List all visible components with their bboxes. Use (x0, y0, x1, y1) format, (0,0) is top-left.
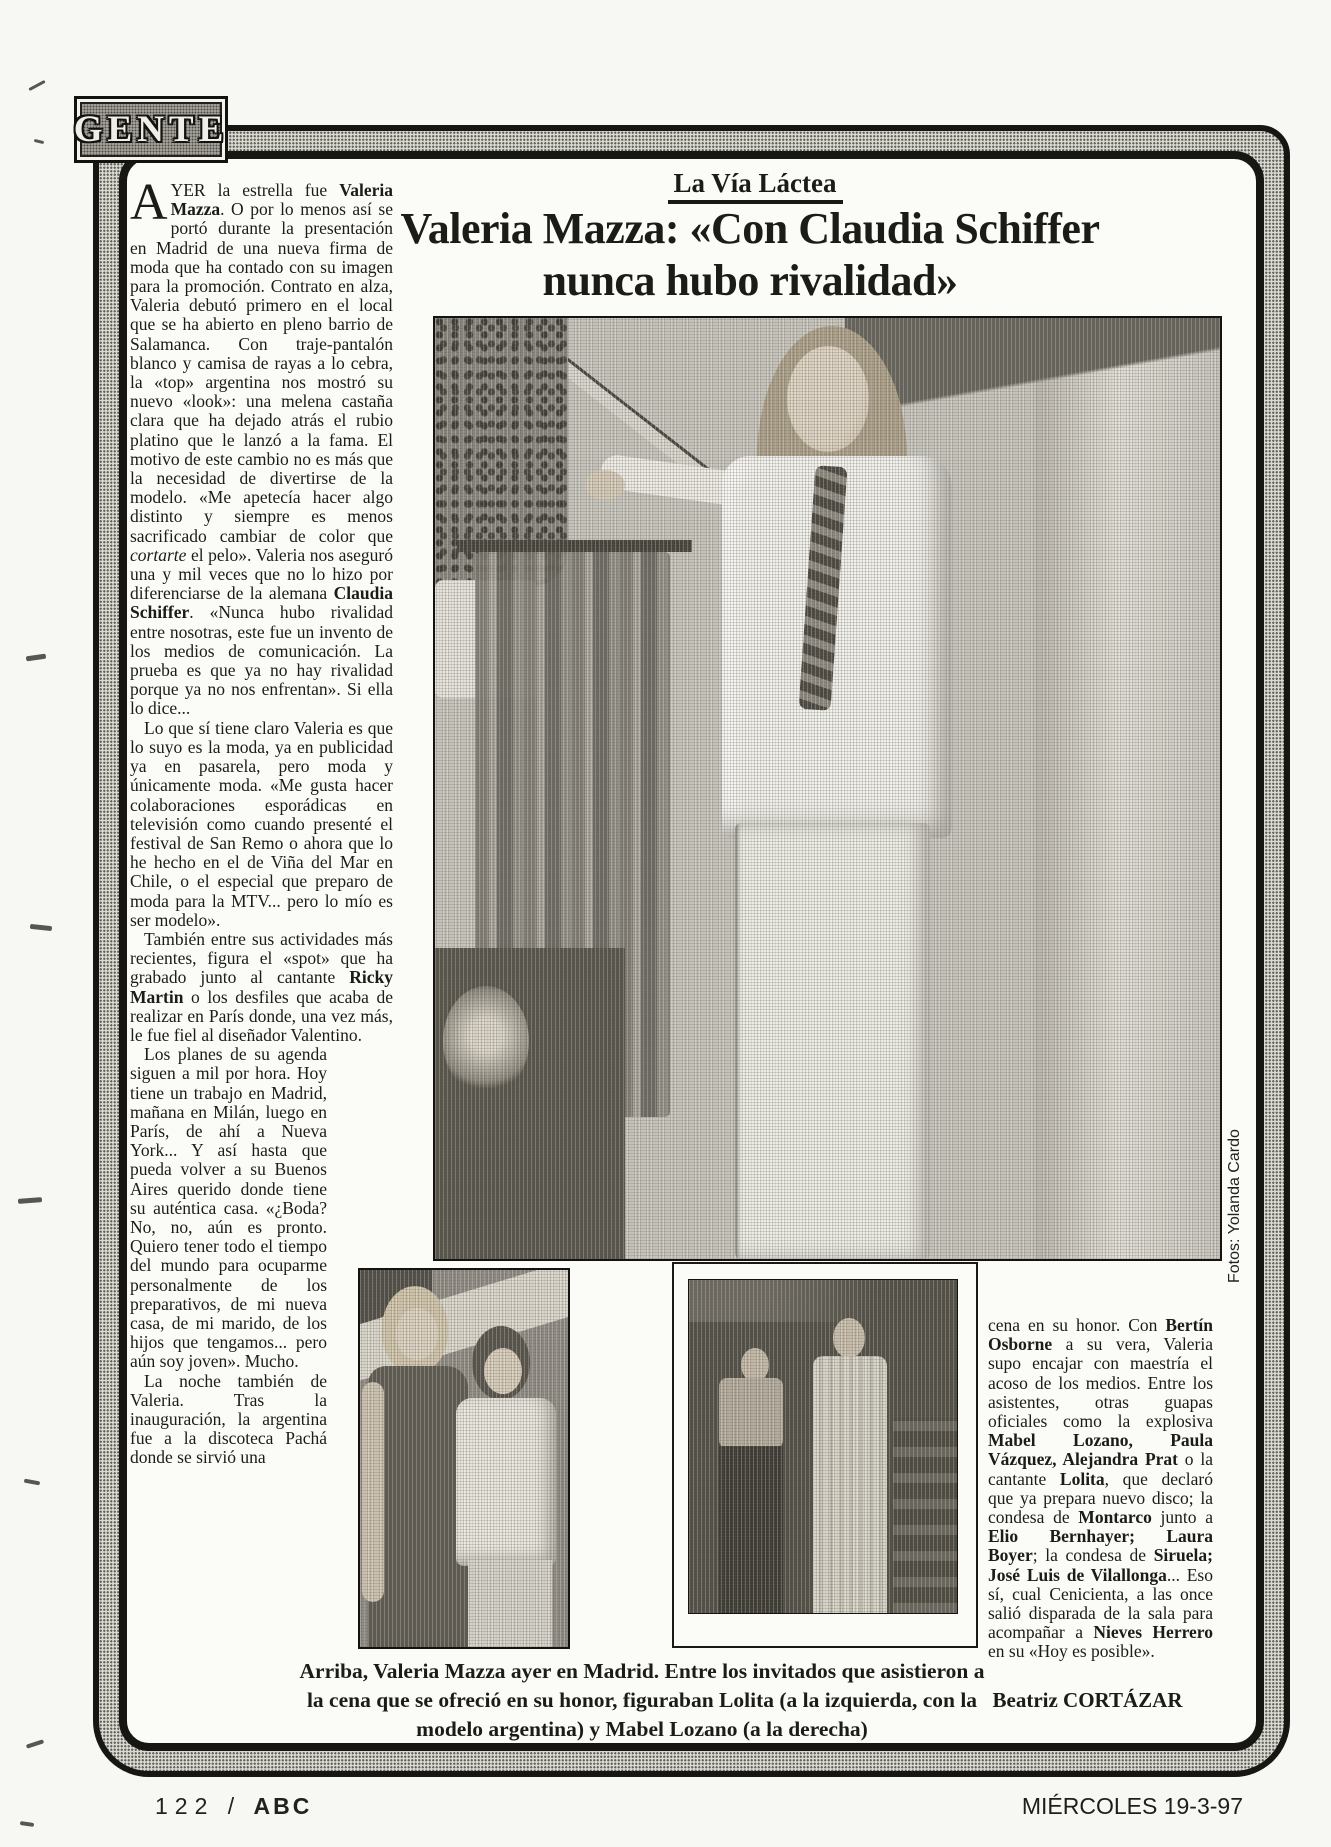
photo-credit: Fotos: Yolanda Cardo (1226, 1129, 1243, 1283)
article-left-column (130, 181, 393, 1649)
headline-line1: Valeria Mazza: «Con Claudia Schiffer (400, 204, 1100, 253)
text-segment: Elio Bernhayer; Laura Boyer (988, 1526, 1213, 1566)
text-segment: o la cantante (988, 1449, 1213, 1489)
text-segment: el pelo». Valeria nos aseguró una y mil veces que no lo hizo por diferenciarse de la alemana (130, 544, 393, 604)
paragraph (130, 1372, 327, 1468)
photo-detail (456, 1398, 556, 1566)
text-segment: Montarco (1078, 1507, 1152, 1528)
text-segment: Lolita (1059, 1468, 1105, 1489)
paragraph (130, 1045, 327, 1371)
byline: Beatriz CORTÁZAR (992, 1688, 1183, 1712)
text-segment: . O por lo menos así se portó durante la presentación en Madrid de una nueva firma de moda que ha contado con su imagen para la promoción. Contrato en alza, Valeria debutó primero en el local que se ha abierto en pleno barrio de Salamanca. Con traje-pantalón blanco y camisa de rayas a lo cebra, la «top» argentina nos mostró su nuevo «look»: una melena castaña clara que ha dejado atrás el rubio platino que le lanzó a la fama. El motivo de este cambio no es más que la necesidad de divertirse de la modelo. «Me apetecía hacer algo distinto y siempre es menos sacrificado cambiar de color que (130, 199, 393, 546)
text-segment: cena en su honor. Con (988, 1316, 1166, 1335)
main-photo-valeria-mazza (433, 316, 1222, 1261)
photo-detail (484, 1348, 522, 1394)
margin-scan-mark (26, 654, 47, 662)
paragraph (130, 719, 393, 930)
text-segment: a su vera, Valeria supo encajar con maestría el acoso de los medios. Entre los asistentes, otras guapas oficiales como la explosiva (988, 1334, 1213, 1432)
text-segment: Valeria Mazza (170, 181, 393, 220)
photo-detail (813, 1356, 887, 1613)
text-segment: o los desfiles que acaba de realizar en París donde, una vez más, le fue fiel al diseñador Valentino. (130, 986, 393, 1045)
text-segment: Ricky Martin (130, 967, 393, 1007)
text-segment: cortarte (130, 544, 187, 565)
photo-detail (735, 823, 930, 1259)
photo-mabel-lozano (688, 1279, 958, 1614)
paragraph (988, 1316, 1213, 1662)
margin-scan-mark (28, 80, 45, 91)
drop-cap: A (130, 181, 168, 231)
margin-scan-mark (26, 1739, 44, 1748)
photo-detail (833, 1318, 865, 1358)
photo-detail (689, 1280, 957, 1322)
footer-left (155, 1793, 312, 1820)
photo-detail (443, 986, 529, 1096)
photo-detail (719, 1446, 783, 1613)
margin-scan-mark (34, 139, 44, 144)
text-segment: Mabel Lozano, Paula Vázquez, Alejandra Prat (988, 1430, 1213, 1470)
text-segment: Claudia Schiffer (130, 583, 393, 623)
page-number: 122 / (155, 1793, 242, 1819)
text-segment: junto a (1151, 1507, 1213, 1528)
section-badge-label: GENTE (73, 109, 229, 150)
text-segment: Los planes de su agenda siguen a mil por hora. Hoy tiene un trabajo en Madrid, mañana en Milán, luego en París, de ahí a Nueva York... Y así hasta que pueda volver a su Buenos Aires querido donde tiene su auténtica casa. «¿Boda? No, no, aún es pronto. Quiero tener todo el tiempo del mundo para ocuparme personalmente de los preparativos, de mi nueva casa, de mi marido, de los hijos que tengamos... pero aún soy joven». Mucho. (130, 1044, 327, 1372)
text-segment: ; la condesa de (1032, 1545, 1154, 1566)
text-segment: . «Nunca hubo rivalidad entre nosotras, este fue un invento de los medios de comunicación. La prueba es que ya no hay rivalidad porque ya no nos enfrentan». Si ella lo dice... (130, 602, 393, 719)
photo-detail (457, 540, 692, 552)
headline (335, 203, 1165, 307)
text-segment: Nieves Herrero (1093, 1622, 1213, 1643)
text-segment: ... Eso sí, cual Cenicienta, a las once salió disparada de la sala para acompañar a (988, 1564, 1213, 1643)
text-segment: en su «Hoy es posible». (988, 1641, 1155, 1662)
text-segment: También entre sus actividades más recientes, figura el «spot» que ha grabado junto al cantante (130, 928, 393, 988)
text-segment: , que declaró que ya prepara nuevo disco; la condesa de (988, 1468, 1213, 1528)
article-right-column (988, 1316, 1213, 1686)
kicker-wrap (385, 168, 1125, 204)
margin-scan-mark (20, 1821, 34, 1827)
margin-scan-mark (24, 1479, 40, 1486)
photo-frame-box (672, 1262, 978, 1648)
kicker: La Vía Láctea (668, 168, 843, 204)
text-segment: Siruela; José Luis de Vilallonga (988, 1545, 1213, 1585)
paragraph (130, 181, 393, 719)
margin-scan-mark (30, 924, 52, 931)
photo-detail (741, 1348, 769, 1382)
photo-detail (787, 346, 869, 452)
photo-detail (719, 1378, 783, 1448)
text-segment: Lo que sí tiene claro Valeria es que lo suyo es la moda, ya en publicidad ya en pasarela, pero moda y únicamente moda. «Me gusta hacer colaboraciones esporádicas en televisión como cuando presenté el festival de San Remo o ahora que lo he hecho en el de Viña del Mar en Chile, o el especial que preparo de moda para la MTV... pero lo mío es ser modelo». (130, 717, 393, 930)
photo-caption: Arriba, Valeria Mazza ayer en Madrid. Entre los invitados que asistieron a la cena que se ofreció en su honor, figuraban Lolita (a la izquierda, con la modelo argentina) y Mabel Lozano (a la derecha) (299, 1659, 985, 1741)
paragraph (130, 930, 393, 1045)
headline-line2: nunca hubo rivalidad» (542, 256, 958, 305)
text-segment: YER la estrella fue (170, 181, 340, 200)
text-segment: Bertín Osborne (988, 1316, 1213, 1355)
newspaper-brand: ABC (253, 1793, 313, 1819)
photo-detail (1035, 318, 1220, 1259)
footer-date: MIÉRCOLES 19-3-97 (1021, 1793, 1243, 1819)
section-badge (74, 96, 228, 163)
photo-detail (585, 470, 625, 500)
photo-detail (468, 1560, 552, 1647)
photo-detail (893, 1418, 957, 1613)
text-segment: La noche también de Valeria. Tras la inauguración, la argentina fue a la discoteca Pachá donde se sirvió una (130, 1370, 327, 1468)
margin-scan-mark (18, 1197, 42, 1204)
photo-detail (396, 1308, 438, 1360)
